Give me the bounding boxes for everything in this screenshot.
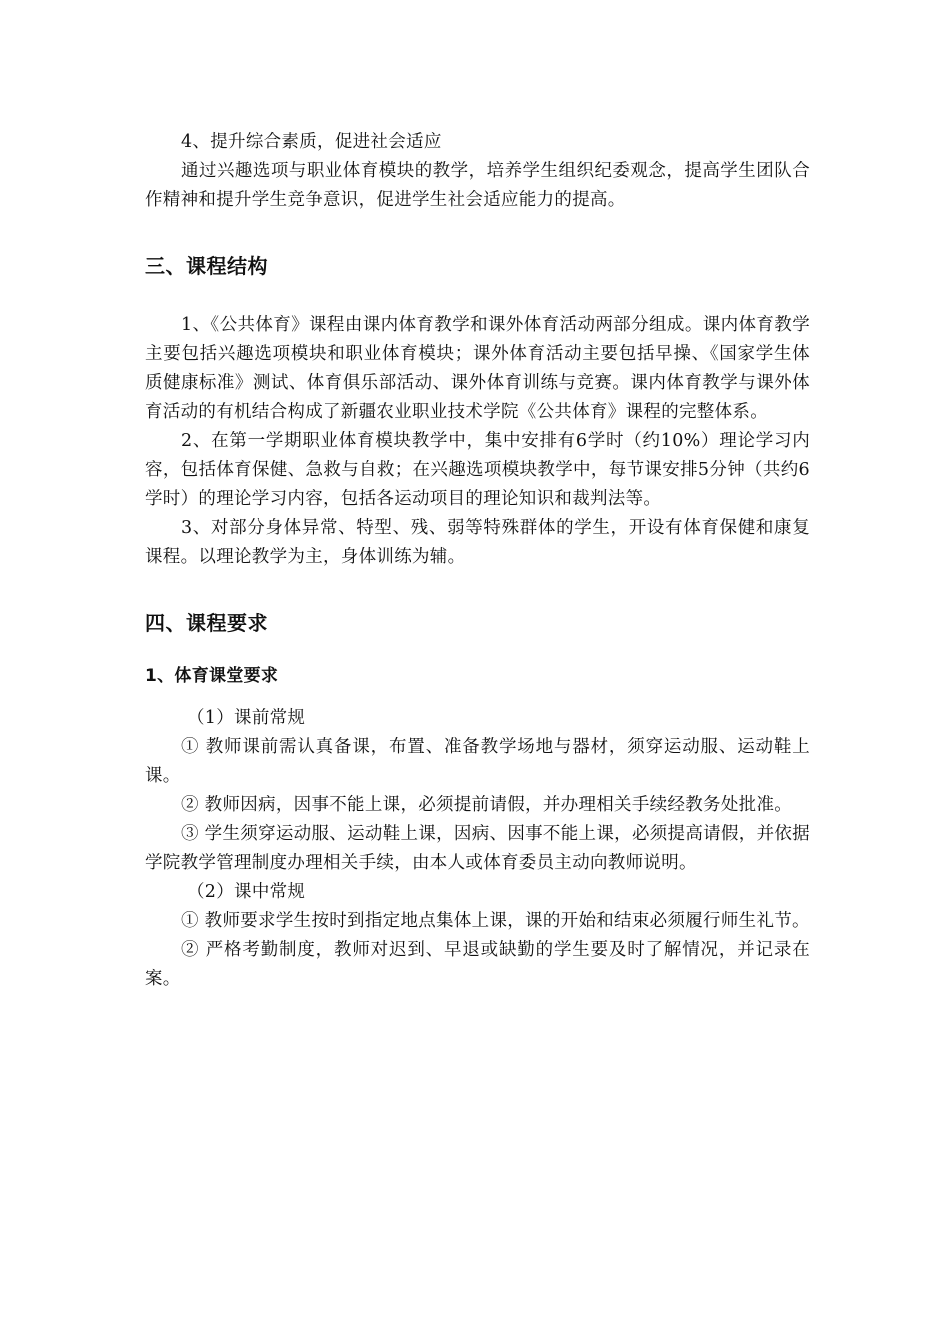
section3-paragraph-3: 3、对部分身体异常、特型、残、弱等特殊群体的学生，开设有体育保健和康复课程。以理论教学为主，身体训练为辅。	[145, 518, 810, 567]
in-class-title: （2）课中常规	[187, 882, 306, 902]
section4-heading: 四、课程要求	[145, 611, 268, 635]
pre-class-title: （1）课前常规	[187, 708, 306, 728]
section3-heading: 三、课程结构	[145, 254, 268, 278]
item4-body: 通过兴趣选项与职业体育模块的教学，培养学生组织纪委观念，提高学生团队合作精神和提升学生竞争意识，促进学生社会适应能力的提高。	[145, 161, 810, 210]
document-content	[145, 128, 810, 994]
section4-subheading: 1、体育课堂要求	[145, 666, 279, 686]
section3-paragraph-1: 1、《公共体育》课程由课内体育教学和课外体育活动两部分组成。课内体育教学主要包括兴趣选项模块和职业体育模块；课外体育活动主要包括早操、《国家学生体质健康标准》测试、体育俱乐部活动、课外体育训练与竞赛。课内体育教学与课外体育活动的有机结合构成了新疆农业职业技术学院《公共体育》课程的完整体系。	[145, 315, 810, 422]
pre-class-item-2: ② 教师因病，因事不能上课，必须提前请假，并办理相关手续经教务处批准。	[181, 795, 793, 815]
section3-paragraph-2: 2、在第一学期职业体育模块教学中，集中安排有6学时（约10%）理论学习内容，包括体育保健、急救与自救；在兴趣选项模块教学中，每节课安排5分钟（共约6学时）的理论学习内容，包括各运动项目的理论知识和裁判法等。	[145, 431, 810, 509]
in-class-item-2: ② 严格考勤制度，教师对迟到、早退或缺勤的学生要及时了解情况，并记录在案。	[145, 940, 810, 989]
pre-class-item-1: ① 教师课前需认真备课，布置、准备教学场地与器材，须穿运动服、运动鞋上课。	[145, 737, 810, 786]
item4-title: 4、提升综合素质，促进社会适应	[181, 132, 442, 152]
pre-class-item-3: ③ 学生须穿运动服、运动鞋上课，因病、因事不能上课，必须提高请假，并依据学院教学管理制度办理相关手续，由本人或体育委员主动向教师说明。	[145, 824, 810, 873]
in-class-item-1: ① 教师要求学生按时到指定地点集体上课，课的开始和结束必须履行师生礼节。	[181, 911, 810, 931]
